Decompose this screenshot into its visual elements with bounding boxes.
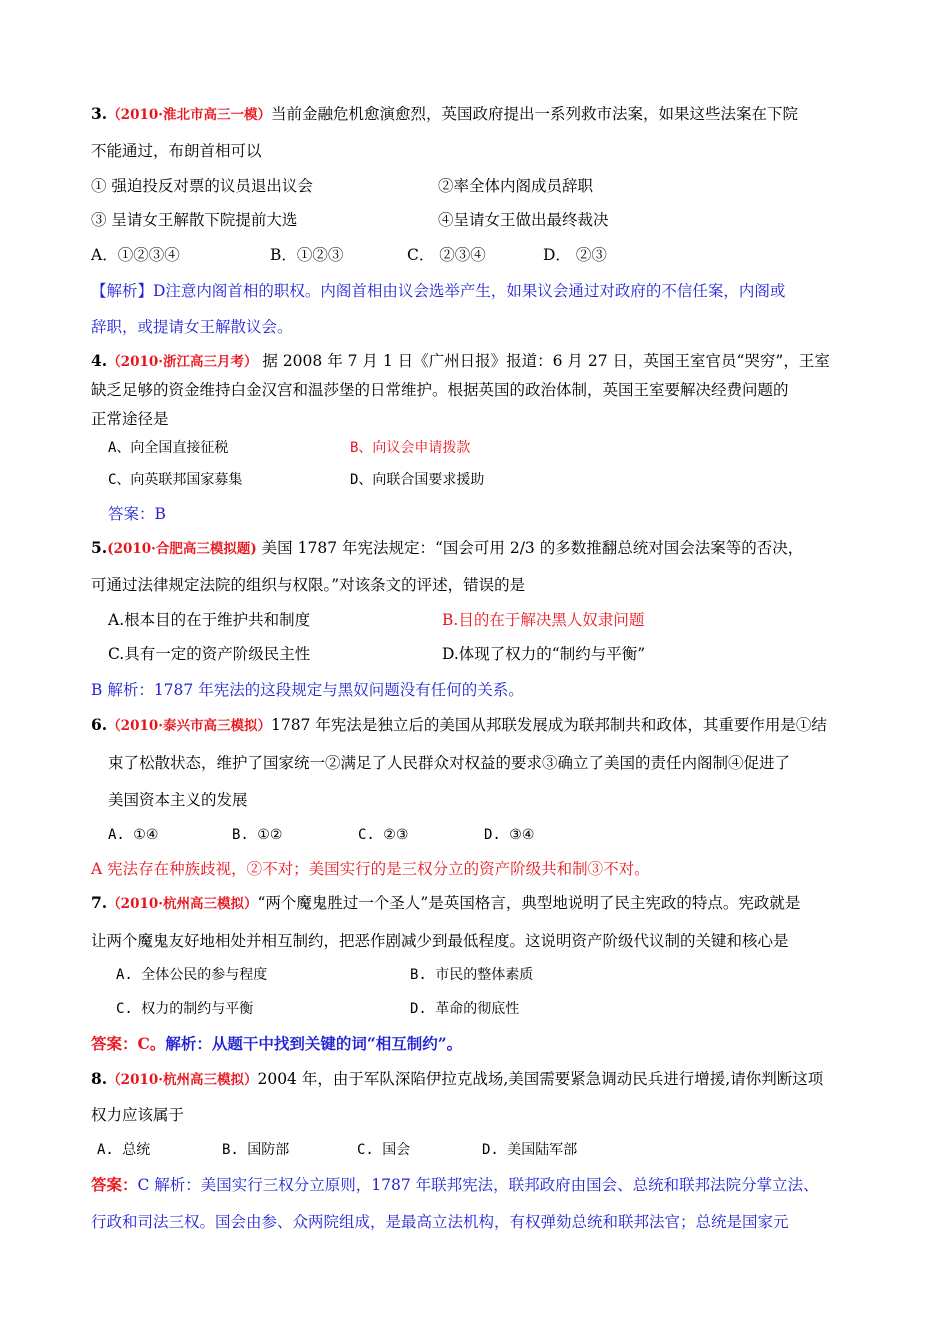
q3-item-3: ③ 呈请女王解散下院提前大选: [91, 211, 298, 229]
q3-analysis-line-2: 辞职，或提请女王解散议会。: [91, 318, 293, 336]
q8-stem-1: 2004 年，由于军队深陷伊拉克战场,美国需要紧急调动民兵进行增援,请你判断这项: [257, 1070, 824, 1088]
q7-option-c: C. 权力的制约与平衡: [116, 1001, 254, 1017]
q4-answer: 答案：B: [108, 505, 166, 523]
q7-option-b: B. 市民的整体素质: [410, 967, 534, 983]
q5-option-d: D.体现了权力的“制约与平衡”: [442, 645, 646, 663]
q5-option-a: A.根本目的在于维护共和制度: [108, 611, 311, 629]
q5-stem-line-1: [91, 538, 803, 559]
q7-option-d: D. 革命的彻底性: [410, 1001, 520, 1017]
q8-stem-line-1: [91, 1069, 823, 1090]
q6-number: 6.: [91, 715, 108, 734]
q8-option-a: A. 总统: [97, 1142, 151, 1158]
q3-item-1: ① 强迫投反对票的议员退出议会: [91, 177, 313, 195]
q8-answer-line-1: [91, 1175, 819, 1195]
q6-source: （2010·泰兴市高三模拟）: [107, 718, 271, 734]
q5-stem-line-2: 可通过法律规定法院的组织与权限。”对该条文的评述，错误的是: [91, 576, 526, 594]
q4-stem-line-1: [91, 351, 830, 372]
q7-answer-text: 解析：从题干中找到关键的词“相互制约”。: [165, 1034, 463, 1053]
q8-answer-label: 答案：: [91, 1175, 138, 1194]
q5-analysis: B 解析：1787 年宪法的这段规定与黑奴问题没有任何的关系。: [91, 681, 524, 699]
q6-option-a: A. ①④: [108, 827, 159, 843]
q4-option-a: A、向全国直接征税: [108, 440, 229, 456]
q8-option-d: D. 美国陆军部: [482, 1142, 578, 1158]
q3-item-4: ④呈请女王做出最终裁决: [438, 211, 609, 229]
q4-number: 4.: [91, 351, 108, 370]
q3-analysis-line-1: 【解析】D注意内阁首相的职权。内阁首相由议会选举产生，如果议会通过对政府的不信任案，内阁或: [91, 282, 786, 300]
q4-stem-line-3: 正常途径是: [91, 410, 169, 428]
q4-option-d: D、向联合国要求援助: [350, 472, 485, 488]
q6-stem-line-2: 束了松散状态，维护了国家统一②满足了人民群众对权益的要求③确立了美国的责任内阁制④促进了: [108, 754, 791, 772]
q6-stem-line-3: 美国资本主义的发展: [108, 791, 248, 809]
q3-source: （2010·淮北市高三一模）: [107, 107, 271, 123]
q3-stem-1: 当前金融危机愈演愈烈，英国政府提出一系列救市法案，如果这些法案在下院: [270, 105, 798, 123]
q4-option-c: C、向英联邦国家募集: [108, 472, 243, 488]
q5-option-b: B.目的在于解决黑人奴隶问题: [442, 611, 645, 629]
q5-number: 5.: [91, 538, 108, 557]
q8-source: （2010·杭州高三模拟）: [107, 1072, 258, 1088]
q8-answer-text-1: C 解析：美国实行三权分立原则，1787 年联邦宪法，联邦政府由国会、总统和联邦法院分掌立法、: [137, 1176, 819, 1194]
q5-stem-1: 美国 1787 年宪法规定：“国会可用 2/3 的多数推翻总统对国会法案等的否决，: [256, 539, 804, 557]
q3-stem-line-1: [91, 104, 798, 125]
q7-stem-line-1: [91, 893, 800, 914]
q5-source: (2010·合肥高三模拟题): [107, 541, 257, 557]
q7-stem-1: “两个魔鬼胜过一个圣人”是英国格言，典型地说明了民主宪政的特点。宪政就是: [257, 894, 801, 912]
q3-option-d: D． ②③: [543, 246, 607, 264]
q6-analysis: A 宪法存在种族歧视，②不对；美国实行的是三权分立的资产阶级共和制③不对。: [91, 860, 650, 878]
q3-item-2: ②率全体内阁成员辞职: [438, 177, 594, 195]
q6-option-c: C. ②③: [358, 827, 409, 843]
q7-number: 7.: [91, 893, 108, 912]
q7-answer-label: 答案：C。: [91, 1034, 166, 1053]
q4-source: （2010·浙江高三月考）: [107, 354, 258, 370]
q6-option-b: B. ①②: [232, 827, 283, 843]
q8-option-b: B. 国防部: [222, 1142, 290, 1158]
q7-option-a: A. 全体公民的参与程度: [116, 967, 268, 983]
q6-option-d: D. ③④: [484, 827, 535, 843]
q7-answer: [91, 1034, 462, 1054]
q4-stem-line-2: 缺乏足够的资金维持白金汉宫和温莎堡的日常维护。根据英国的政治体制，英国王室要解决经费问题的: [91, 381, 789, 399]
q7-source: （2010·杭州高三模拟）: [107, 896, 258, 912]
q3-stem-line-2: 不能通过，布朗首相可以: [91, 142, 262, 160]
q6-stem-1: 1787 年宪法是独立后的美国从邦联发展成为联邦制共和政体，其重要作用是①结: [270, 716, 827, 734]
q8-option-c: C. 国会: [357, 1142, 411, 1158]
q4-option-b: B、向议会申请拨款: [350, 440, 471, 456]
q3-number: 3.: [91, 104, 108, 123]
q3-option-b: B．①②③: [270, 246, 344, 264]
q8-number: 8.: [91, 1069, 108, 1088]
q5-option-c: C.具有一定的资产阶级民主性: [108, 645, 311, 663]
q3-option-a: A．①②③④: [91, 246, 180, 264]
q8-answer-line-2: 行政和司法三权。国会由参、众两院组成，是最高立法机构，有权弹劾总统和联邦法官；总统是国家元: [91, 1213, 789, 1231]
q7-stem-line-2: 让两个魔鬼友好地相处并相互制约，把恶作剧减少到最低程度。这说明资产阶级代议制的关键和核心是: [91, 932, 789, 950]
q3-option-c: C． ②③④: [407, 246, 486, 264]
q6-stem-line-1: [91, 715, 827, 736]
q8-stem-line-2: 权力应该属于: [91, 1106, 185, 1124]
q4-stem-1: 据 2008 年 7 月 1 日《广州日报》报道：6 月 27 日，英国王室官员“哭穷”，王室: [257, 352, 830, 370]
